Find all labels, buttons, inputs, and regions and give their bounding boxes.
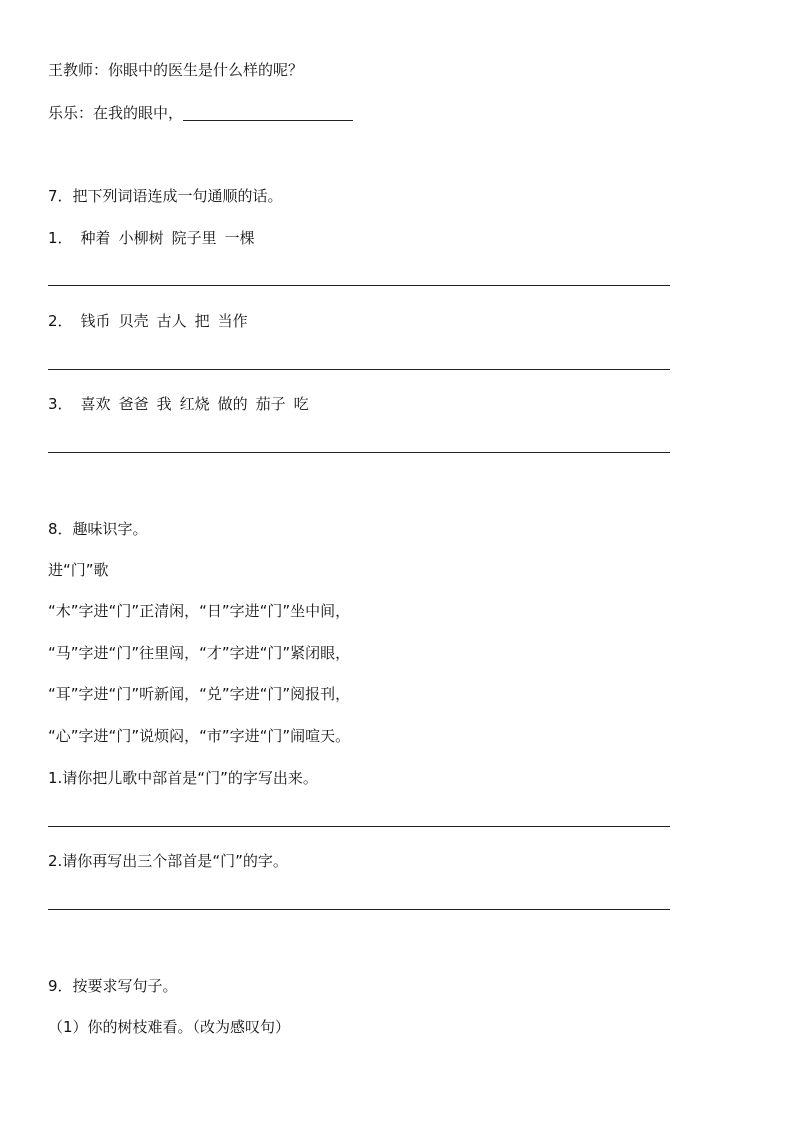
word: 古人 [156, 312, 187, 330]
q7-item-1 [48, 228, 255, 248]
dialogue-teacher-line: 王教师：你眼中的医生是什么样的呢？ [48, 61, 304, 79]
word: 爸爸 [118, 395, 149, 413]
q7-answer-line-1[interactable] [48, 285, 670, 286]
word: 把 [194, 312, 210, 330]
q7-answer-line-2[interactable] [48, 369, 670, 370]
q8-poem-line-1: “木”字进“门”正清闲，“日”字进“门”坐中间， [48, 602, 351, 620]
word: 茄子 [255, 395, 286, 413]
q9-title: 9．按要求写句子。 [48, 977, 178, 995]
q9-sub-question-1: （1）你的树枝难看。（改为感叹句） [48, 1018, 291, 1036]
word: 做的 [217, 395, 248, 413]
word: 种着 [80, 229, 111, 247]
word: 小柳树 [118, 229, 164, 247]
q7-item-2-num: 2． [48, 312, 73, 330]
word: 喜欢 [80, 395, 111, 413]
q8-answer-line-2[interactable] [48, 909, 670, 910]
q7-title: 7．把下列词语连成一句通顺的话。 [48, 187, 283, 205]
q8-poem-line-3: “耳”字进“门”听新闻，“兑”字进“门”阅报刊， [48, 685, 351, 703]
word: 一棵 [224, 229, 255, 247]
fill-in-blank[interactable] [183, 104, 353, 121]
q8-sub-question-2: 2.请你再写出三个部首是“门”的字。 [48, 852, 288, 870]
word: 吃 [293, 395, 309, 413]
q8-sub-question-1: 1.请你把儿歌中部首是“门”的字写出来。 [48, 769, 318, 787]
q7-item-2 [48, 311, 248, 331]
q8-poem-line-4: “心”字进“门”说烦闷，“市”字进“门”闹喧天。 [48, 727, 351, 745]
q7-answer-line-3[interactable] [48, 452, 670, 453]
word: 当作 [217, 312, 248, 330]
word: 红烧 [179, 395, 210, 413]
dialogue-student-text: 乐乐：在我的眼中， [48, 104, 184, 122]
q7-item-1-num: 1． [48, 229, 73, 247]
q8-poem-line-2: “马”字进“门”往里闯，“才”字进“门”紧闭眼， [48, 644, 351, 662]
q8-answer-line-1[interactable] [48, 826, 670, 827]
word: 院子里 [171, 229, 217, 247]
q8-title: 8．趣味识字。 [48, 520, 148, 538]
q8-poem-title: 进“门”歌 [48, 561, 109, 579]
word: 钱币 [80, 312, 111, 330]
word: 贝壳 [118, 312, 149, 330]
word: 我 [156, 395, 172, 413]
q7-item-3-num: 3． [48, 395, 73, 413]
dialogue-student-line [48, 103, 353, 123]
q7-item-3 [48, 394, 309, 414]
